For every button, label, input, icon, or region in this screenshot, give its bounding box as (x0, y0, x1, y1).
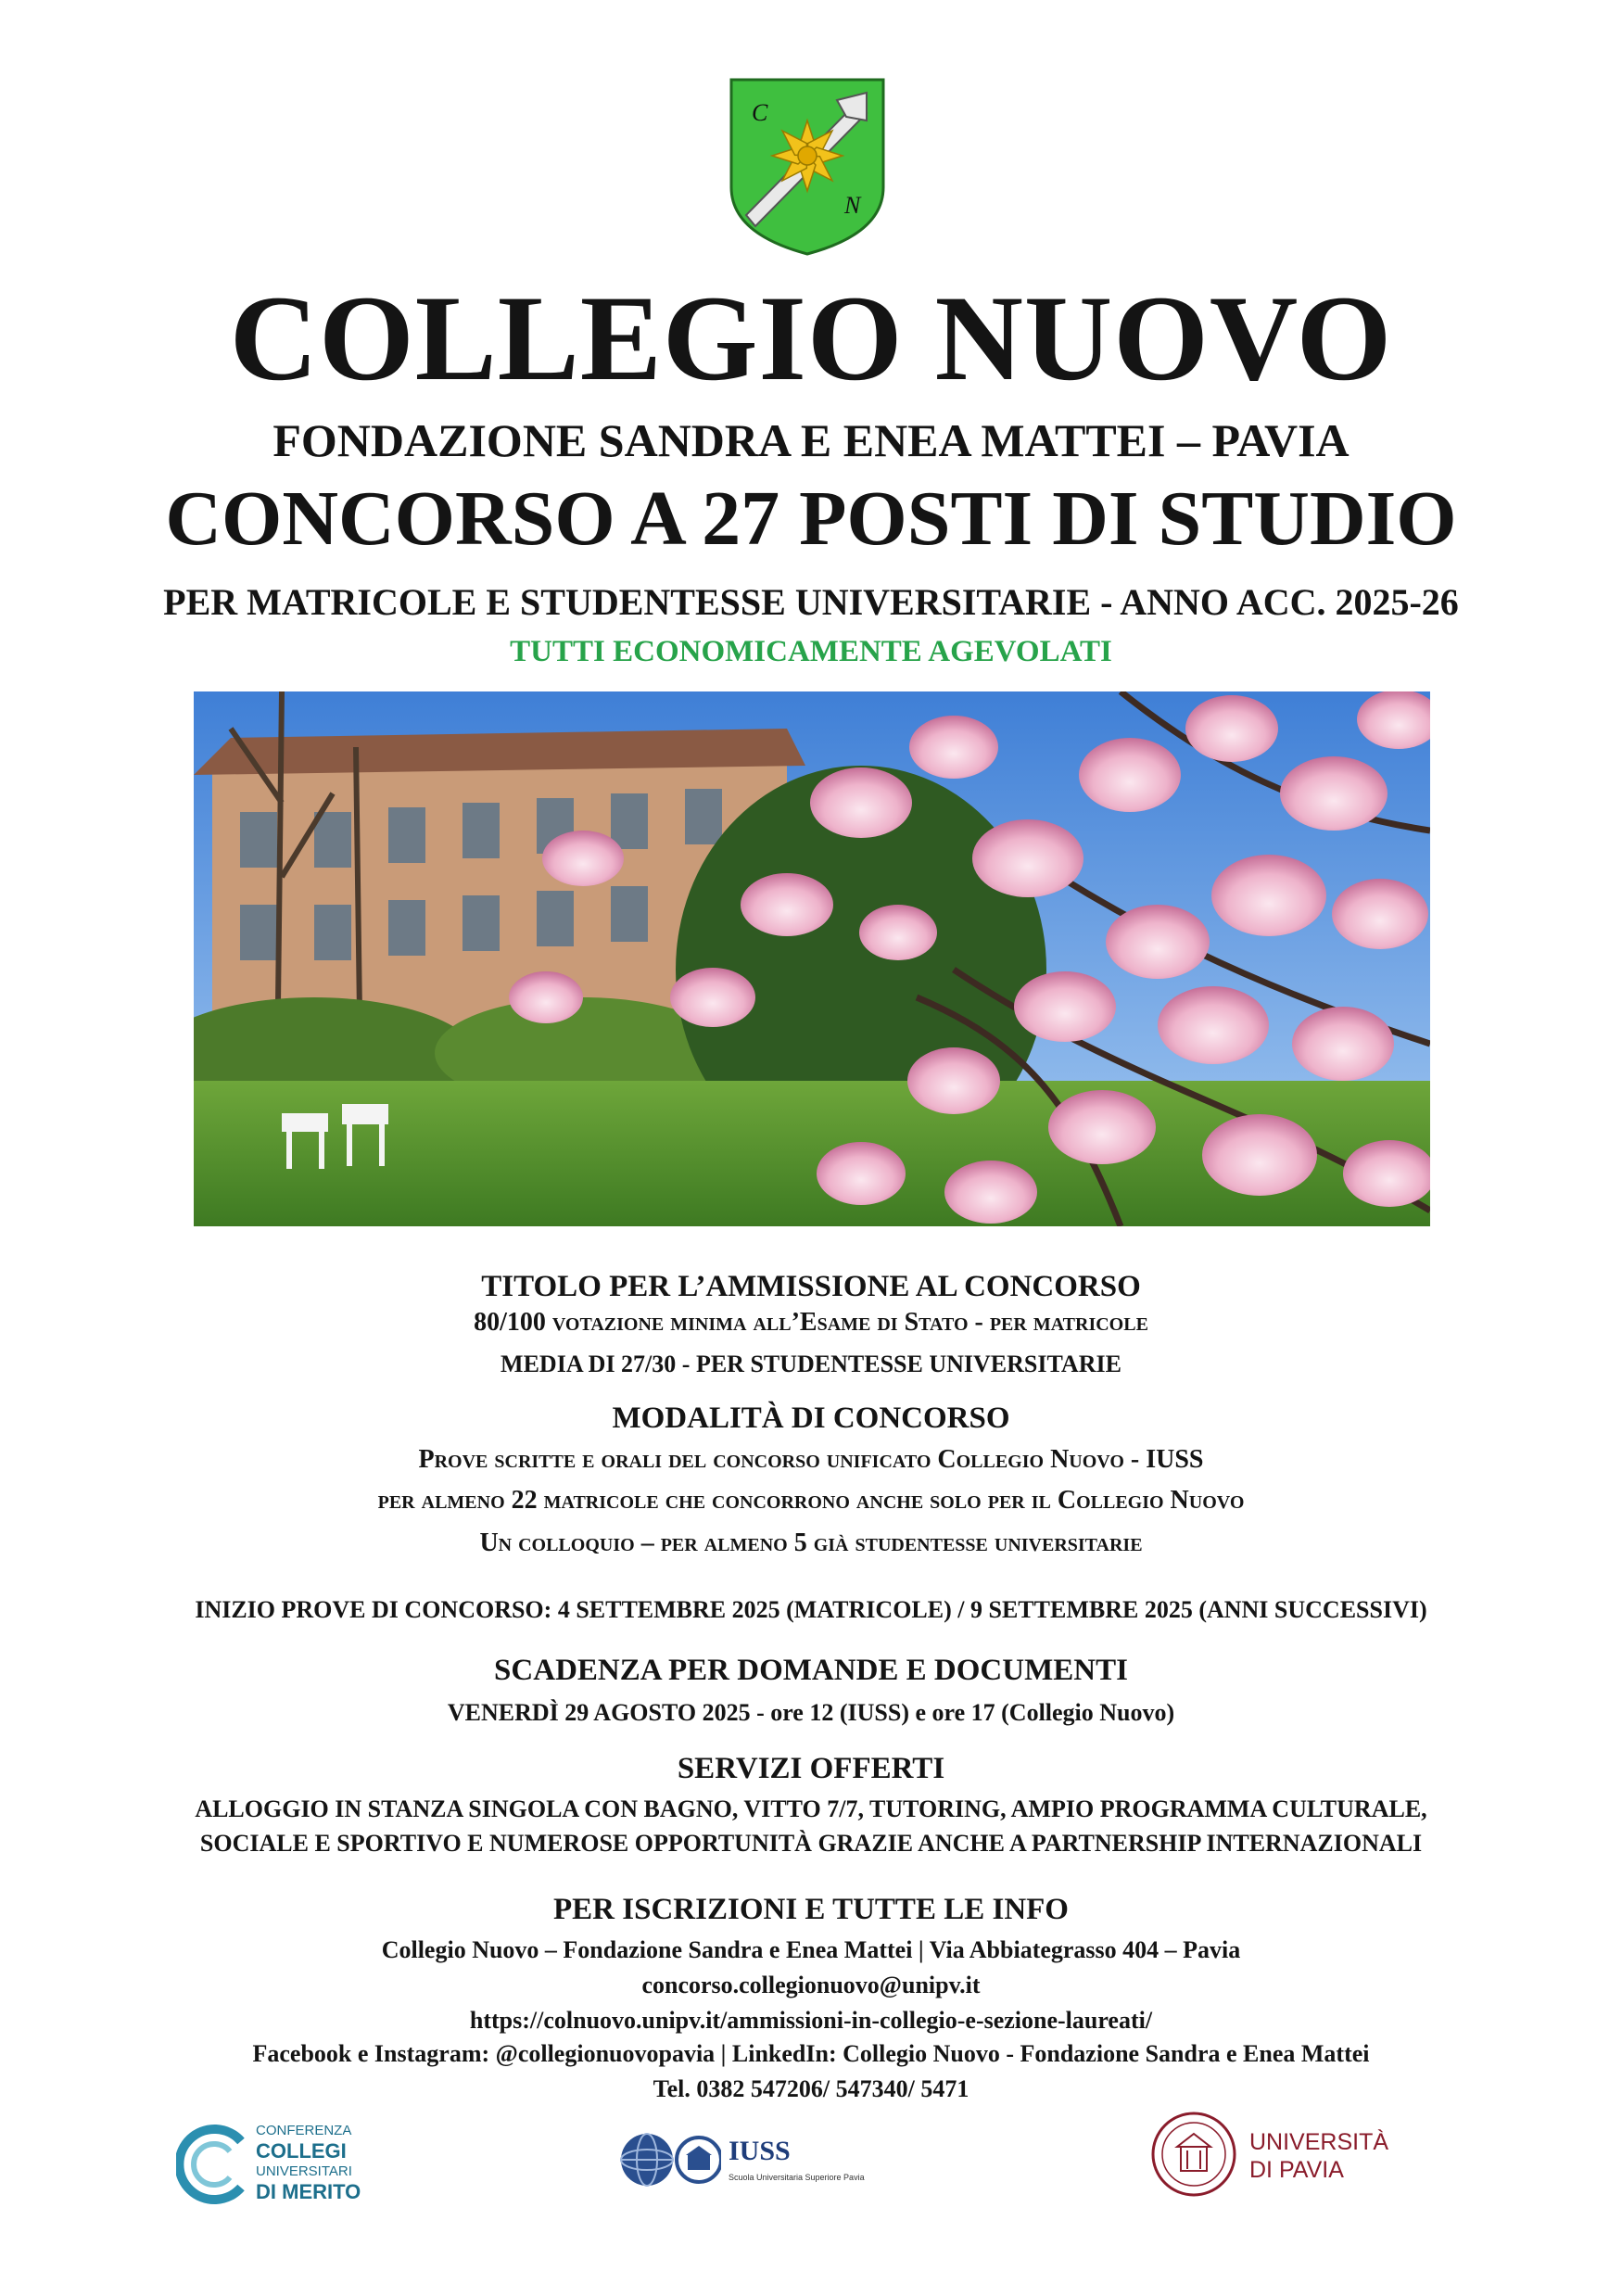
info-heading: PER ISCRIZIONI E TUTTE LE INFO (553, 1893, 1069, 1926)
unipv-logo (1149, 2106, 1427, 2208)
unipv-line-2: DI PAVIA (1249, 2157, 1344, 2183)
college-title: COLLEGIO NUOVO (229, 270, 1393, 406)
admission-requirement-students: MEDIA DI 27/30 - PER STUDENTESSE UNIVERSITARIE (501, 1351, 1121, 1377)
economic-highlight: TUTTI ECONOMICAMENTE AGEVOLATI (510, 635, 1112, 668)
ccum-logo (176, 2113, 399, 2215)
info-phone: Tel. 0382 547206/ 547340/ 5471 (653, 2075, 969, 2102)
college-crest-logo (728, 76, 887, 258)
svg-text:N: N (844, 192, 861, 219)
svg-text:C: C (752, 99, 768, 126)
deadline-date: VENERDÌ 29 AGOSTO 2025 - ore 12 (IUSS) e ore 17 (Collegio Nuovo) (447, 1699, 1175, 1726)
contest-heading: CONCORSO A 27 POSTI DI STUDIO (165, 476, 1457, 562)
ccum-line-1: CONFERENZA (256, 2123, 352, 2138)
deadline-heading: SCADENZA PER DOMANDE E DOCUMENTI (494, 1654, 1128, 1687)
services-line-2: SOCIALE E SPORTIVO E NUMEROSE OPPORTUNITÀ GRAZIE ANCHE A PARTNERSHIP INTERNAZIONALI (199, 1830, 1423, 1857)
services-heading: SERVIZI OFFERTI (677, 1752, 945, 1785)
target-audience: PER MATRICOLE E STUDENTESSE UNIVERSITARIE - ANNO ACC. 2025-26 (163, 581, 1459, 623)
university-seal-icon (1153, 2113, 1235, 2195)
info-email-link[interactable]: concorso.collegionuovo@unipv.it (641, 1972, 981, 1998)
services-line-1: ALLOGGIO IN STANZA SINGOLA CON BAGNO, VITTO 7/7, TUTORING, AMPIO PROGRAMMA CULTURALE, (195, 1795, 1427, 1822)
foundation-subtitle: FONDAZIONE SANDRA E ENEA MATTEI – PAVIA (272, 414, 1350, 466)
info-website-link[interactable]: https://colnuovo.unipv.it/ammissioni-in-collegio-e-sezione-laureati/ (469, 2007, 1153, 2034)
contest-start-dates: INIZIO PROVE DI CONCORSO: 4 SETTEMBRE 2025 (MATRICOLE) / 9 SETTEMBRE 2025 (ANNI SUCCESSIVI) (195, 1596, 1427, 1623)
admission-heading: TITOLO PER L’AMMISSIONE AL CONCORSO (481, 1270, 1141, 1303)
admission-requirement-freshmen: 80/100 votazione minima all’Esame di Stato - per matricole (474, 1308, 1148, 1337)
modality-line-exams: Prove scritte e orali del concorso unificato Collegio Nuovo - IUSS (418, 1445, 1204, 1474)
info-social-links[interactable]: Facebook e Instagram: @collegionuovopavia | LinkedIn: Collegio Nuovo - Fondazione Sandra e Enea Mattei (252, 2040, 1370, 2067)
modality-line-freshmen: per almeno 22 matricole che concorrono anche solo per il Collegio Nuovo (377, 1486, 1245, 1515)
info-address: Collegio Nuovo – Fondazione Sandra e Enea Mattei | Via Abbiategrasso 404 – Pavia (381, 1936, 1241, 1963)
ccum-line-2: COLLEGI (256, 2139, 347, 2163)
iuss-tagline: Scuola Universitaria Superiore Pavia (729, 2173, 865, 2182)
iuss-logo (619, 2123, 897, 2206)
ccum-line-4: DI MERITO (256, 2180, 361, 2203)
iuss-name: IUSS (729, 2136, 791, 2166)
ccum-line-3: UNIVERSITARI (256, 2163, 352, 2179)
modality-heading: MODALITÀ DI CONCORSO (612, 1402, 1010, 1435)
modality-line-interview: Un colloquio – per almeno 5 già studentesse universitarie (479, 1529, 1143, 1557)
unipv-line-1: UNIVERSITÀ (1249, 2129, 1389, 2155)
garden-magnolia-photo (194, 691, 1430, 1226)
ccum-ring-icon (179, 2129, 241, 2200)
